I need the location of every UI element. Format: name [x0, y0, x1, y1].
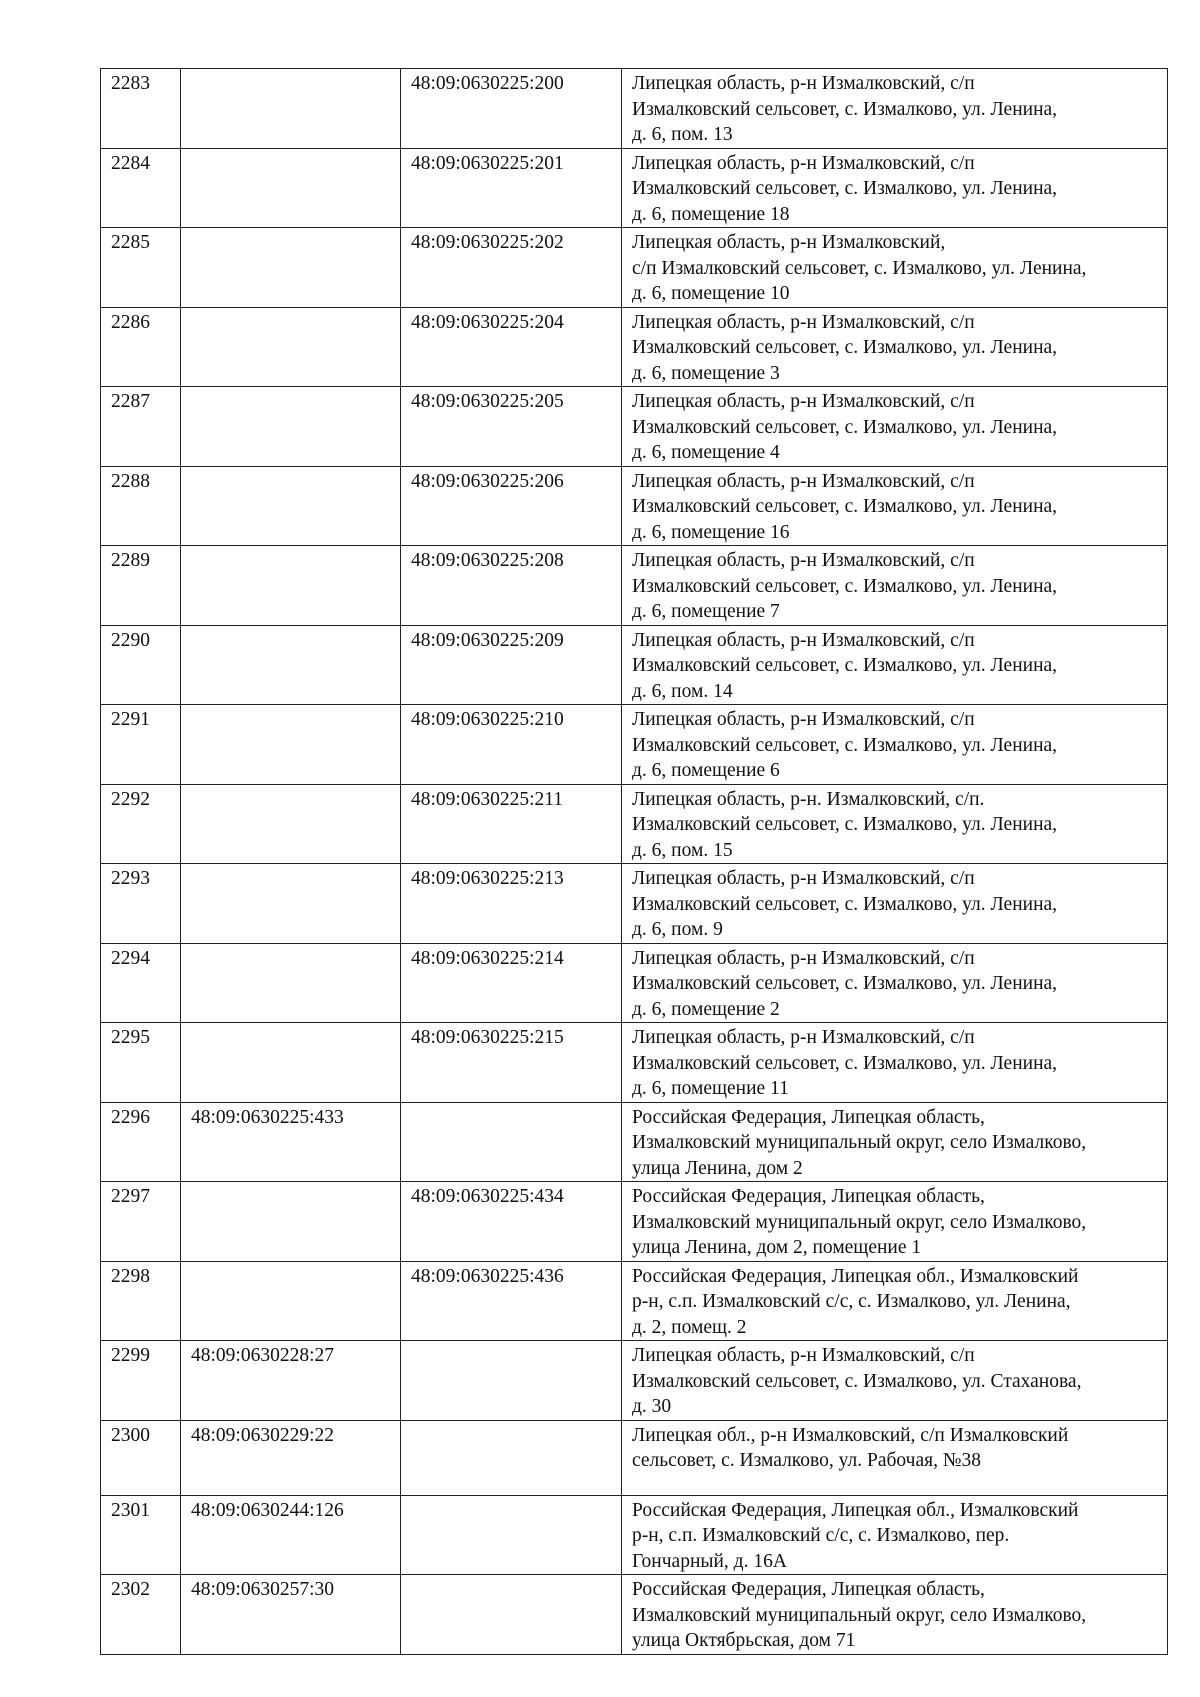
registry-table-body [101, 69, 1168, 1655]
address-line: Измалковский сельсовет, с. Измалково, ул. Ленина, [632, 98, 1058, 120]
address-cell [622, 307, 1168, 387]
address-line: с/п Измалковский сельсовет, с. Измалково, ул. Ленина, [632, 257, 1087, 279]
address-line: Измалковский сельсовет, с. Измалково, ул. Ленина, [632, 496, 1058, 517]
address-line: Липецкая обл., р-н Измалковский, с/п Измалковский [632, 1424, 1069, 1446]
address-line: Измалковский муниципальный округ, село Измалково, [632, 1604, 1087, 1626]
row-number-cell: 2286 [101, 307, 181, 387]
object-cadastral-number-cell: 48:09:0630225:434 [401, 1182, 622, 1262]
address-line: р-н, с.п. Измалковский с/с, с. Измалково, пер. [632, 1525, 1010, 1546]
row-number-cell: 2291 [101, 705, 181, 785]
address-cell [622, 69, 1168, 149]
address-cell [622, 546, 1168, 626]
table-row [101, 1575, 1168, 1655]
table-row [101, 1023, 1168, 1103]
address-cell [622, 1341, 1168, 1421]
address-line: Измалковский сельсовет, с. Измалково, ул. Ленина, [632, 893, 1058, 915]
row-number-cell: 2292 [101, 784, 181, 864]
table-row [101, 307, 1168, 387]
object-cadastral-number-cell: 48:09:0630225:210 [401, 705, 622, 785]
parcel-cadastral-number-cell [181, 466, 401, 546]
parcel-cadastral-number-cell [181, 625, 401, 705]
address-line: Измалковский муниципальный округ, село Измалково, [632, 1132, 1087, 1153]
row-number-cell: 2302 [101, 1575, 181, 1655]
table-row [101, 784, 1168, 864]
object-cadastral-number-cell: 48:09:0630225:214 [401, 943, 622, 1023]
parcel-cadastral-number-cell [181, 784, 401, 864]
address-line: Липецкая область, р-н Измалковский, с/п [632, 868, 975, 889]
row-number-cell: 2293 [101, 864, 181, 944]
address-cell [622, 466, 1168, 546]
address-line: Измалковский сельсовет, с. Измалково, ул. Ленина, [632, 416, 1058, 438]
address-line: Липецкая область, р-н Измалковский, [632, 232, 946, 253]
table-row [101, 1261, 1168, 1341]
row-number-cell: 2285 [101, 228, 181, 308]
address-line: д. 2, помещ. 2 [632, 1316, 747, 1338]
table-row [101, 466, 1168, 546]
parcel-cadastral-number-cell: 48:09:0630229:22 [181, 1420, 401, 1495]
address-cell [622, 864, 1168, 944]
parcel-cadastral-number-cell: 48:09:0630225:433 [181, 1102, 401, 1182]
object-cadastral-number-cell [401, 1420, 622, 1495]
address-cell [622, 1575, 1168, 1655]
parcel-cadastral-number-cell [181, 307, 401, 387]
address-cell [622, 705, 1168, 785]
row-number-cell: 2300 [101, 1420, 181, 1495]
row-number-cell: 2289 [101, 546, 181, 626]
parcel-cadastral-number-cell [181, 546, 401, 626]
address-line: сельсовет, с. Измалково, ул. Рабочая, №38 [632, 1450, 981, 1471]
address-line: д. 6, помещение 4 [632, 442, 780, 463]
address-line: д. 30 [632, 1396, 672, 1417]
object-cadastral-number-cell: 48:09:0630225:206 [401, 466, 622, 546]
row-number-cell: 2295 [101, 1023, 181, 1103]
object-cadastral-number-cell [401, 1341, 622, 1421]
object-cadastral-number-cell: 48:09:0630225:436 [401, 1261, 622, 1341]
address-line: улица Ленина, дом 2 [632, 1157, 803, 1179]
address-line: д. 6, помещение 16 [632, 521, 790, 543]
row-number-cell: 2284 [101, 148, 181, 228]
object-cadastral-number-cell: 48:09:0630225:209 [401, 625, 622, 705]
table-row [101, 387, 1168, 467]
address-line: Липецкая область, р-н Измалковский, с/п [632, 470, 975, 492]
address-line: улица Октябрьская, дом 71 [632, 1630, 856, 1651]
table-row [101, 1102, 1168, 1182]
parcel-cadastral-number-cell [181, 1023, 401, 1103]
address-line: Российская Федерация, Липецкая область, [632, 1579, 985, 1600]
address-line: Липецкая область, р-н Измалковский, с/п [632, 73, 975, 94]
address-line: д. 6, помещение 2 [632, 998, 780, 1020]
parcel-cadastral-number-cell [181, 1261, 401, 1341]
address-line: д. 6, пом. 14 [632, 680, 733, 702]
object-cadastral-number-cell: 48:09:0630225:205 [401, 387, 622, 467]
address-line: Измалковский сельсовет, с. Измалково, ул. Ленина, [632, 734, 1058, 756]
address-line: д. 6, помещение 11 [632, 1078, 789, 1099]
address-cell [622, 1102, 1168, 1182]
address-cell [622, 228, 1168, 308]
address-line: д. 6, помещение 10 [632, 283, 790, 304]
parcel-cadastral-number-cell [181, 864, 401, 944]
address-line: Измалковский сельсовет, с. Измалково, ул. Ленина, [632, 337, 1058, 358]
address-line: Измалковский муниципальный округ, село Измалково, [632, 1211, 1087, 1233]
address-line: Российская Федерация, Липецкая область, [632, 1106, 985, 1128]
table-row [101, 228, 1168, 308]
address-line: Измалковский сельсовет, с. Измалково, ул. Ленина, [632, 814, 1058, 835]
object-cadastral-number-cell: 48:09:0630225:204 [401, 307, 622, 387]
object-cadastral-number-cell: 48:09:0630225:211 [401, 784, 622, 864]
address-line: Измалковский сельсовет, с. Измалково, ул. Ленина, [632, 973, 1058, 994]
row-number-cell: 2297 [101, 1182, 181, 1262]
table-row [101, 1341, 1168, 1421]
address-line: д. 6, помещение 18 [632, 203, 790, 225]
address-cell [622, 1023, 1168, 1103]
address-line: Липецкая область, р-н Измалковский, с/п [632, 152, 975, 174]
row-number-cell: 2296 [101, 1102, 181, 1182]
address-line: д. 6, пом. 13 [632, 124, 733, 145]
address-line: Измалковский сельсовет, с. Измалково, ул. Стаханова, [632, 1370, 1082, 1392]
table-row [101, 1182, 1168, 1262]
address-line: д. 6, пом. 9 [632, 919, 723, 940]
parcel-cadastral-number-cell: 48:09:0630244:126 [181, 1495, 401, 1575]
parcel-cadastral-number-cell [181, 148, 401, 228]
address-line: Измалковский сельсовет, с. Измалково, ул. Ленина, [632, 1052, 1058, 1074]
table-row [101, 943, 1168, 1023]
parcel-cadastral-number-cell [181, 943, 401, 1023]
row-number-cell: 2301 [101, 1495, 181, 1575]
parcel-cadastral-number-cell: 48:09:0630257:30 [181, 1575, 401, 1655]
object-cadastral-number-cell: 48:09:0630225:200 [401, 69, 622, 149]
object-cadastral-number-cell [401, 1495, 622, 1575]
address-line: р-н, с.п. Измалковский с/с, с. Измалково, ул. Ленина, [632, 1291, 1071, 1312]
table-row [101, 69, 1168, 149]
object-cadastral-number-cell: 48:09:0630225:213 [401, 864, 622, 944]
parcel-cadastral-number-cell [181, 387, 401, 467]
object-cadastral-number-cell: 48:09:0630225:208 [401, 546, 622, 626]
table-row [101, 1420, 1168, 1495]
address-line: Российская Федерация, Липецкая область, [632, 1186, 985, 1207]
row-number-cell: 2288 [101, 466, 181, 546]
address-cell [622, 1182, 1168, 1262]
address-line: Гончарный, д. 16А [632, 1550, 787, 1572]
table-row [101, 705, 1168, 785]
address-line: Липецкая область, р-н Измалковский, с/п [632, 1345, 975, 1366]
address-cell [622, 387, 1168, 467]
address-line: Липецкая область, р-н Измалковский, с/п [632, 629, 975, 651]
object-cadastral-number-cell [401, 1102, 622, 1182]
object-cadastral-number-cell: 48:09:0630225:201 [401, 148, 622, 228]
object-cadastral-number-cell [401, 1575, 622, 1655]
row-number-cell: 2290 [101, 625, 181, 705]
address-cell [622, 1420, 1168, 1495]
parcel-cadastral-number-cell [181, 69, 401, 149]
row-number-cell: 2299 [101, 1341, 181, 1421]
address-cell [622, 148, 1168, 228]
address-line: Российская Федерация, Липецкая обл., Измалковский [632, 1499, 1079, 1521]
address-cell [622, 625, 1168, 705]
row-number-cell: 2294 [101, 943, 181, 1023]
object-cadastral-number-cell: 48:09:0630225:202 [401, 228, 622, 308]
address-line: Липецкая область, р-н Измалковский, с/п [632, 709, 975, 730]
object-cadastral-number-cell: 48:09:0630225:215 [401, 1023, 622, 1103]
parcel-cadastral-number-cell [181, 705, 401, 785]
address-line: Липецкая область, р-н Измалковский, с/п [632, 391, 975, 412]
registry-table [100, 68, 1168, 1655]
parcel-cadastral-number-cell [181, 228, 401, 308]
address-line: Липецкая область, р-н Измалковский, с/п [632, 311, 975, 333]
address-line: Липецкая область, р-н. Измалковский, с/п. [632, 788, 985, 810]
table-row [101, 625, 1168, 705]
address-line: Липецкая область, р-н Измалковский, с/п [632, 1027, 975, 1048]
address-line: д. 6, помещение 6 [632, 760, 780, 781]
address-line: д. 6, помещение 3 [632, 362, 780, 384]
table-row [101, 1495, 1168, 1575]
address-cell [622, 1495, 1168, 1575]
table-row [101, 148, 1168, 228]
table-row [101, 864, 1168, 944]
document-page [100, 68, 1167, 1655]
address-line: д. 6, помещение 7 [632, 601, 780, 622]
address-cell [622, 943, 1168, 1023]
row-number-cell: 2298 [101, 1261, 181, 1341]
address-line: Липецкая область, р-н Измалковский, с/п [632, 947, 975, 969]
address-line: Российская Федерация, Липецкая обл., Измалковский [632, 1265, 1079, 1287]
row-number-cell: 2283 [101, 69, 181, 149]
parcel-cadastral-number-cell: 48:09:0630228:27 [181, 1341, 401, 1421]
address-line: улица Ленина, дом 2, помещение 1 [632, 1237, 922, 1258]
row-number-cell: 2287 [101, 387, 181, 467]
address-line: Измалковский сельсовет, с. Измалково, ул. Ленина, [632, 655, 1058, 676]
address-line: Липецкая область, р-н Измалковский, с/п [632, 550, 975, 571]
address-line: Измалковский сельсовет, с. Измалково, ул. Ленина, [632, 575, 1058, 597]
table-row [101, 546, 1168, 626]
parcel-cadastral-number-cell [181, 1182, 401, 1262]
address-cell [622, 1261, 1168, 1341]
address-line: Измалковский сельсовет, с. Измалково, ул. Ленина, [632, 178, 1058, 199]
address-cell [622, 784, 1168, 864]
address-line: д. 6, пом. 15 [632, 839, 733, 861]
